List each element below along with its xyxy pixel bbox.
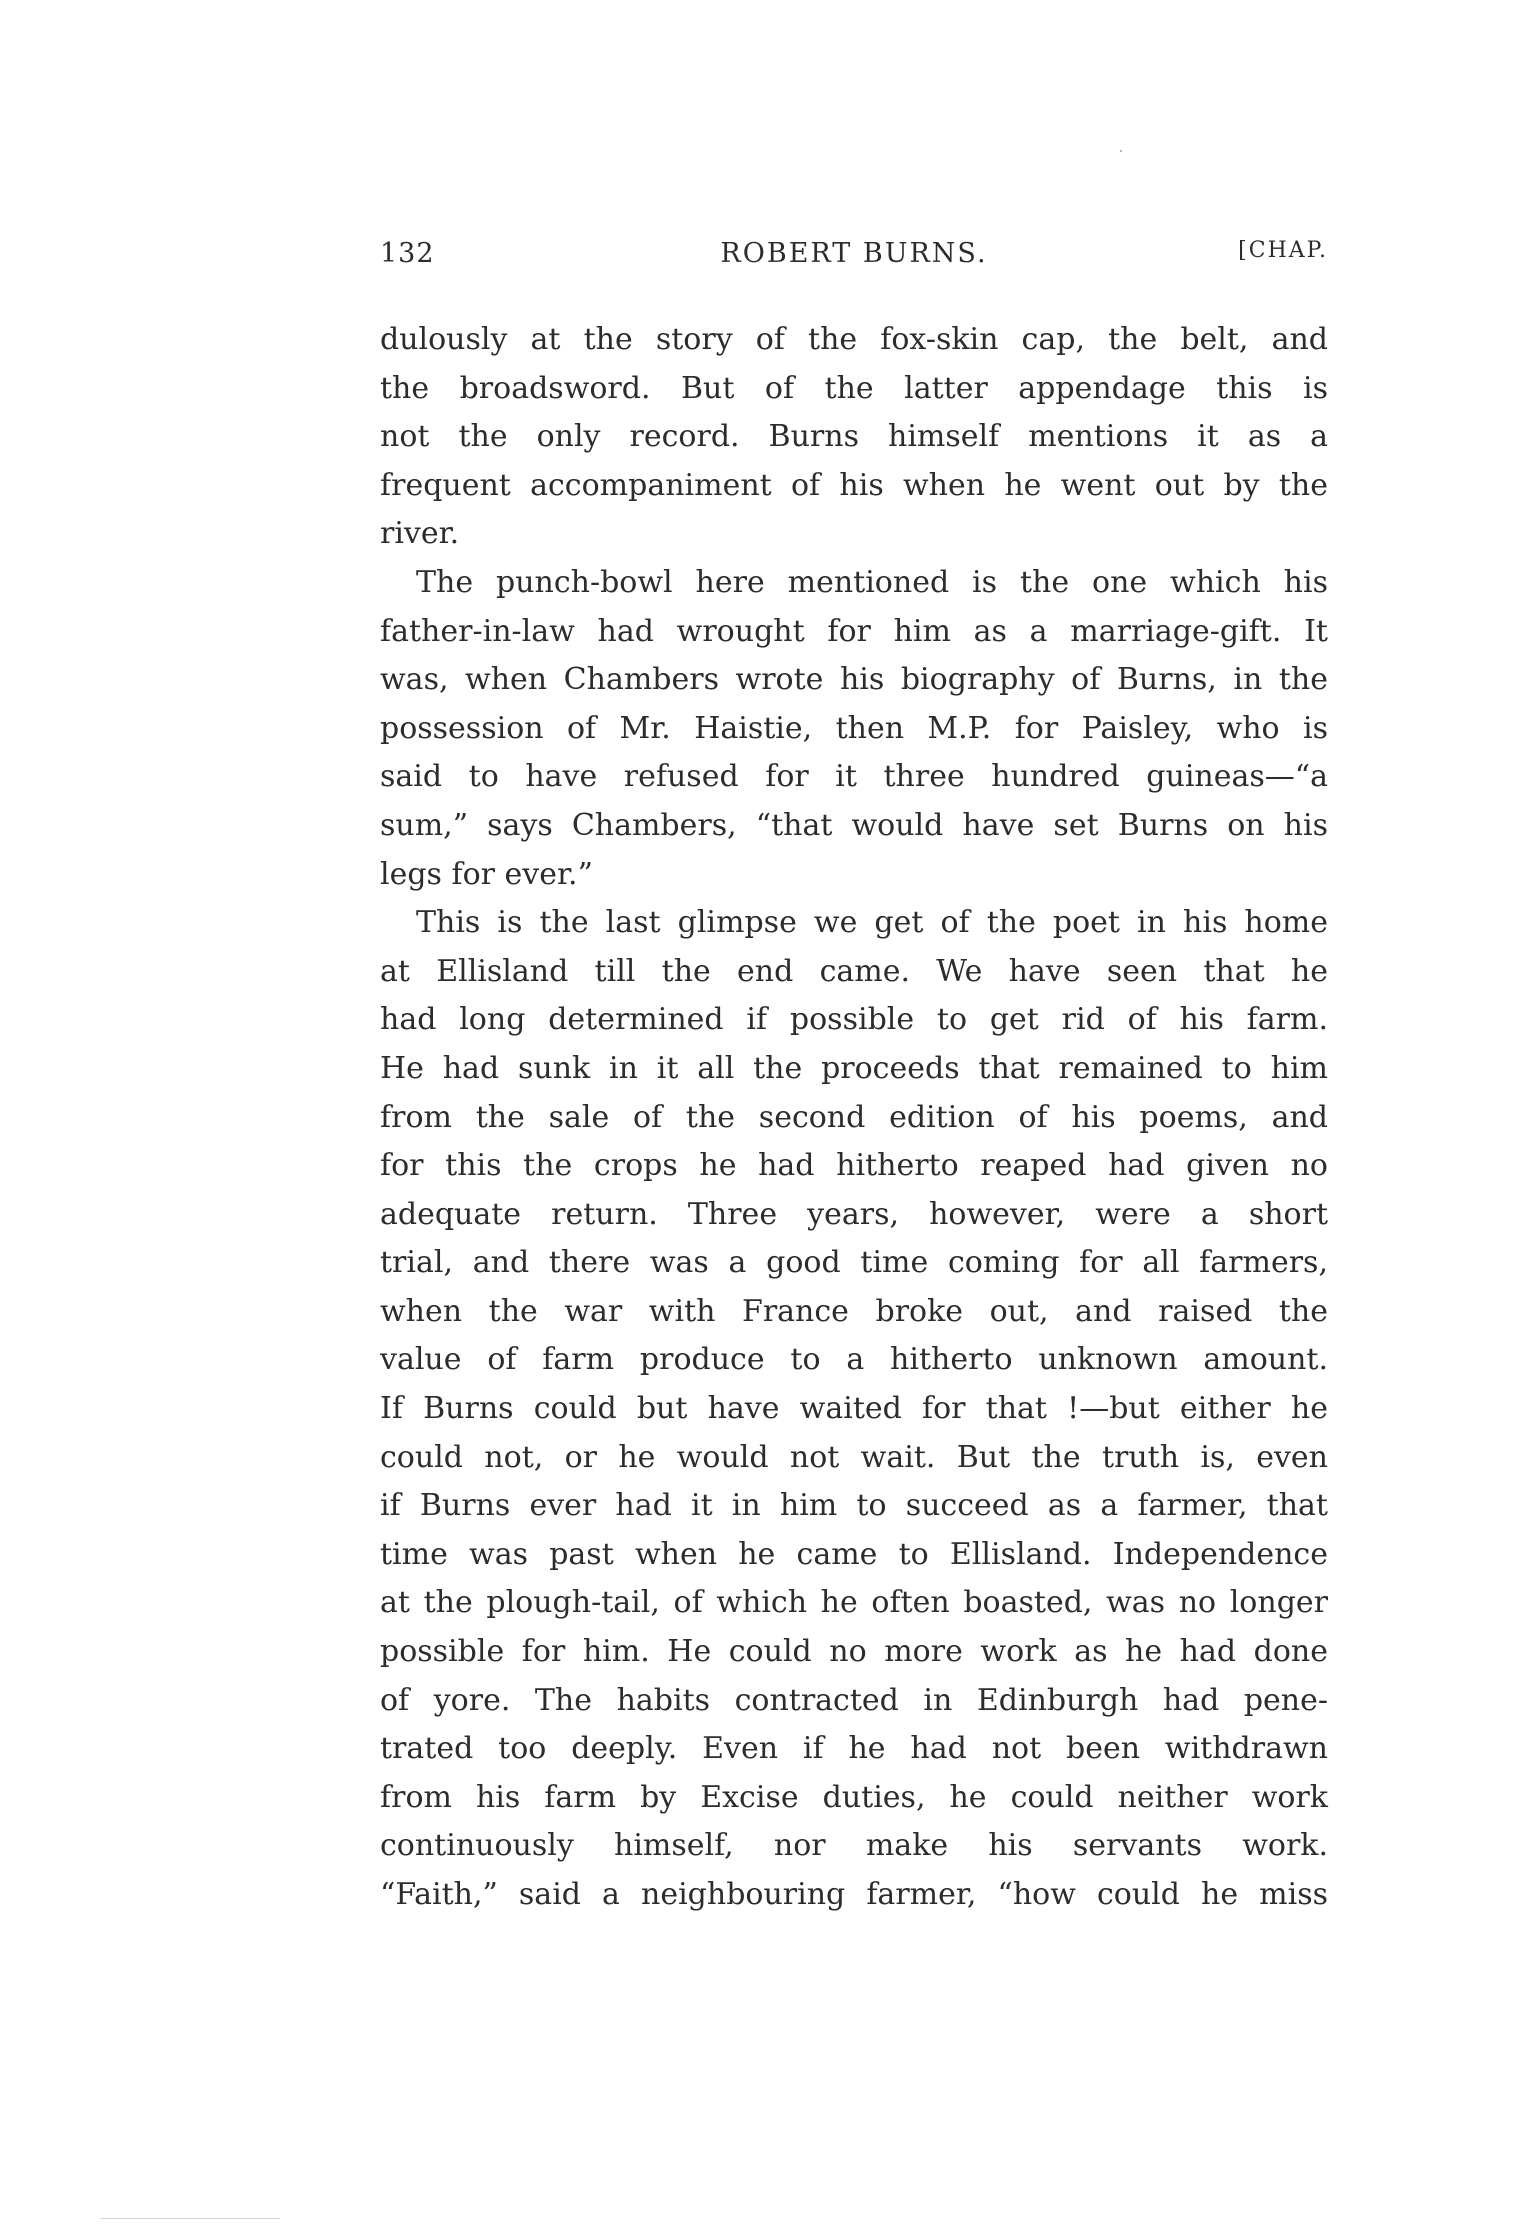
text-line: legs for ever.” xyxy=(380,856,593,892)
text-line: the broadsword. But of the latter appendage this is xyxy=(380,370,1328,406)
text-line: from his farm by Excise duties, he could neither work xyxy=(380,1779,1328,1815)
text-line: “Faith,” said a neighbouring farmer, “how could he miss xyxy=(380,1877,1328,1912)
text-line: said to have refused for it three hundred guineas—“a xyxy=(380,759,1328,795)
text-line: when the war with France broke out, and raised the xyxy=(380,1293,1328,1329)
text-line: frequent accompaniment of his when he went out by the xyxy=(380,467,1328,503)
text-line: He had sunk in it all the proceeds that remained to him xyxy=(380,1050,1328,1086)
running-head: ROBERT BURNS. xyxy=(720,238,988,269)
chapter-mark: [CHAP. xyxy=(1238,238,1328,263)
text-line: at Ellisland till the end came. We have seen that he xyxy=(380,953,1328,989)
text-line: was, when Chambers wrote his biography of Burns, in the xyxy=(380,662,1328,698)
text-line: possession of Mr. Haistie, then M.P. for Paisley, who is xyxy=(380,710,1328,746)
text-line: adequate return. Three years, however, were a short xyxy=(380,1196,1328,1232)
text-line: sum,” says Chambers, “that would have set Burns on his xyxy=(380,807,1328,843)
text-line: If Burns could but have waited for that !—but either he xyxy=(380,1391,1328,1427)
text-line: if Burns ever had it in him to succeed as a farmer, that xyxy=(380,1488,1328,1524)
page-number: 132 xyxy=(380,238,435,269)
text-line: at the plough-tail, of which he often boasted, was no longer xyxy=(380,1585,1328,1621)
text-line: The punch-bowl here mentioned is the one which his xyxy=(416,564,1328,600)
text-line: dulously at the story of the fox-skin cap, the belt, and xyxy=(380,322,1328,357)
text-line: trial, and there was a good time coming for all farmers, xyxy=(380,1245,1328,1281)
text-line: for this the crops he had hitherto reaped had given no xyxy=(380,1148,1328,1184)
text-line: time was past when he came to Ellisland. Independence xyxy=(380,1536,1328,1572)
text-line: value of farm produce to a hitherto unknown amount. xyxy=(380,1342,1328,1378)
scan-speck xyxy=(1120,150,1122,152)
text-line: could not, or he would not wait. But the truth is, even xyxy=(380,1439,1328,1475)
text-line: trated too deeply. Even if he had not been withdrawn xyxy=(380,1731,1328,1767)
text-line: from the sale of the second edition of his poems, and xyxy=(380,1099,1328,1135)
text-line: father-in-law had wrought for him as a marriage-gift. It xyxy=(380,613,1328,649)
text-line: had long determined if possible to get rid of his farm. xyxy=(380,1002,1328,1038)
text-line: of yore. The habits contracted in Edinburgh had pene- xyxy=(380,1682,1328,1718)
text-line: not the only record. Burns himself mentions it as a xyxy=(380,419,1328,455)
text-line: This is the last glimpse we get of the poet in his home xyxy=(416,905,1328,941)
text-line: continuously himself, nor make his servants work. xyxy=(380,1828,1328,1864)
body-text xyxy=(380,316,1328,1920)
text-line: possible for him. He could no more work as he had done xyxy=(380,1634,1328,1670)
scan-speck xyxy=(100,2218,280,2219)
page-header xyxy=(380,238,1328,278)
text-line: river. xyxy=(380,516,460,552)
